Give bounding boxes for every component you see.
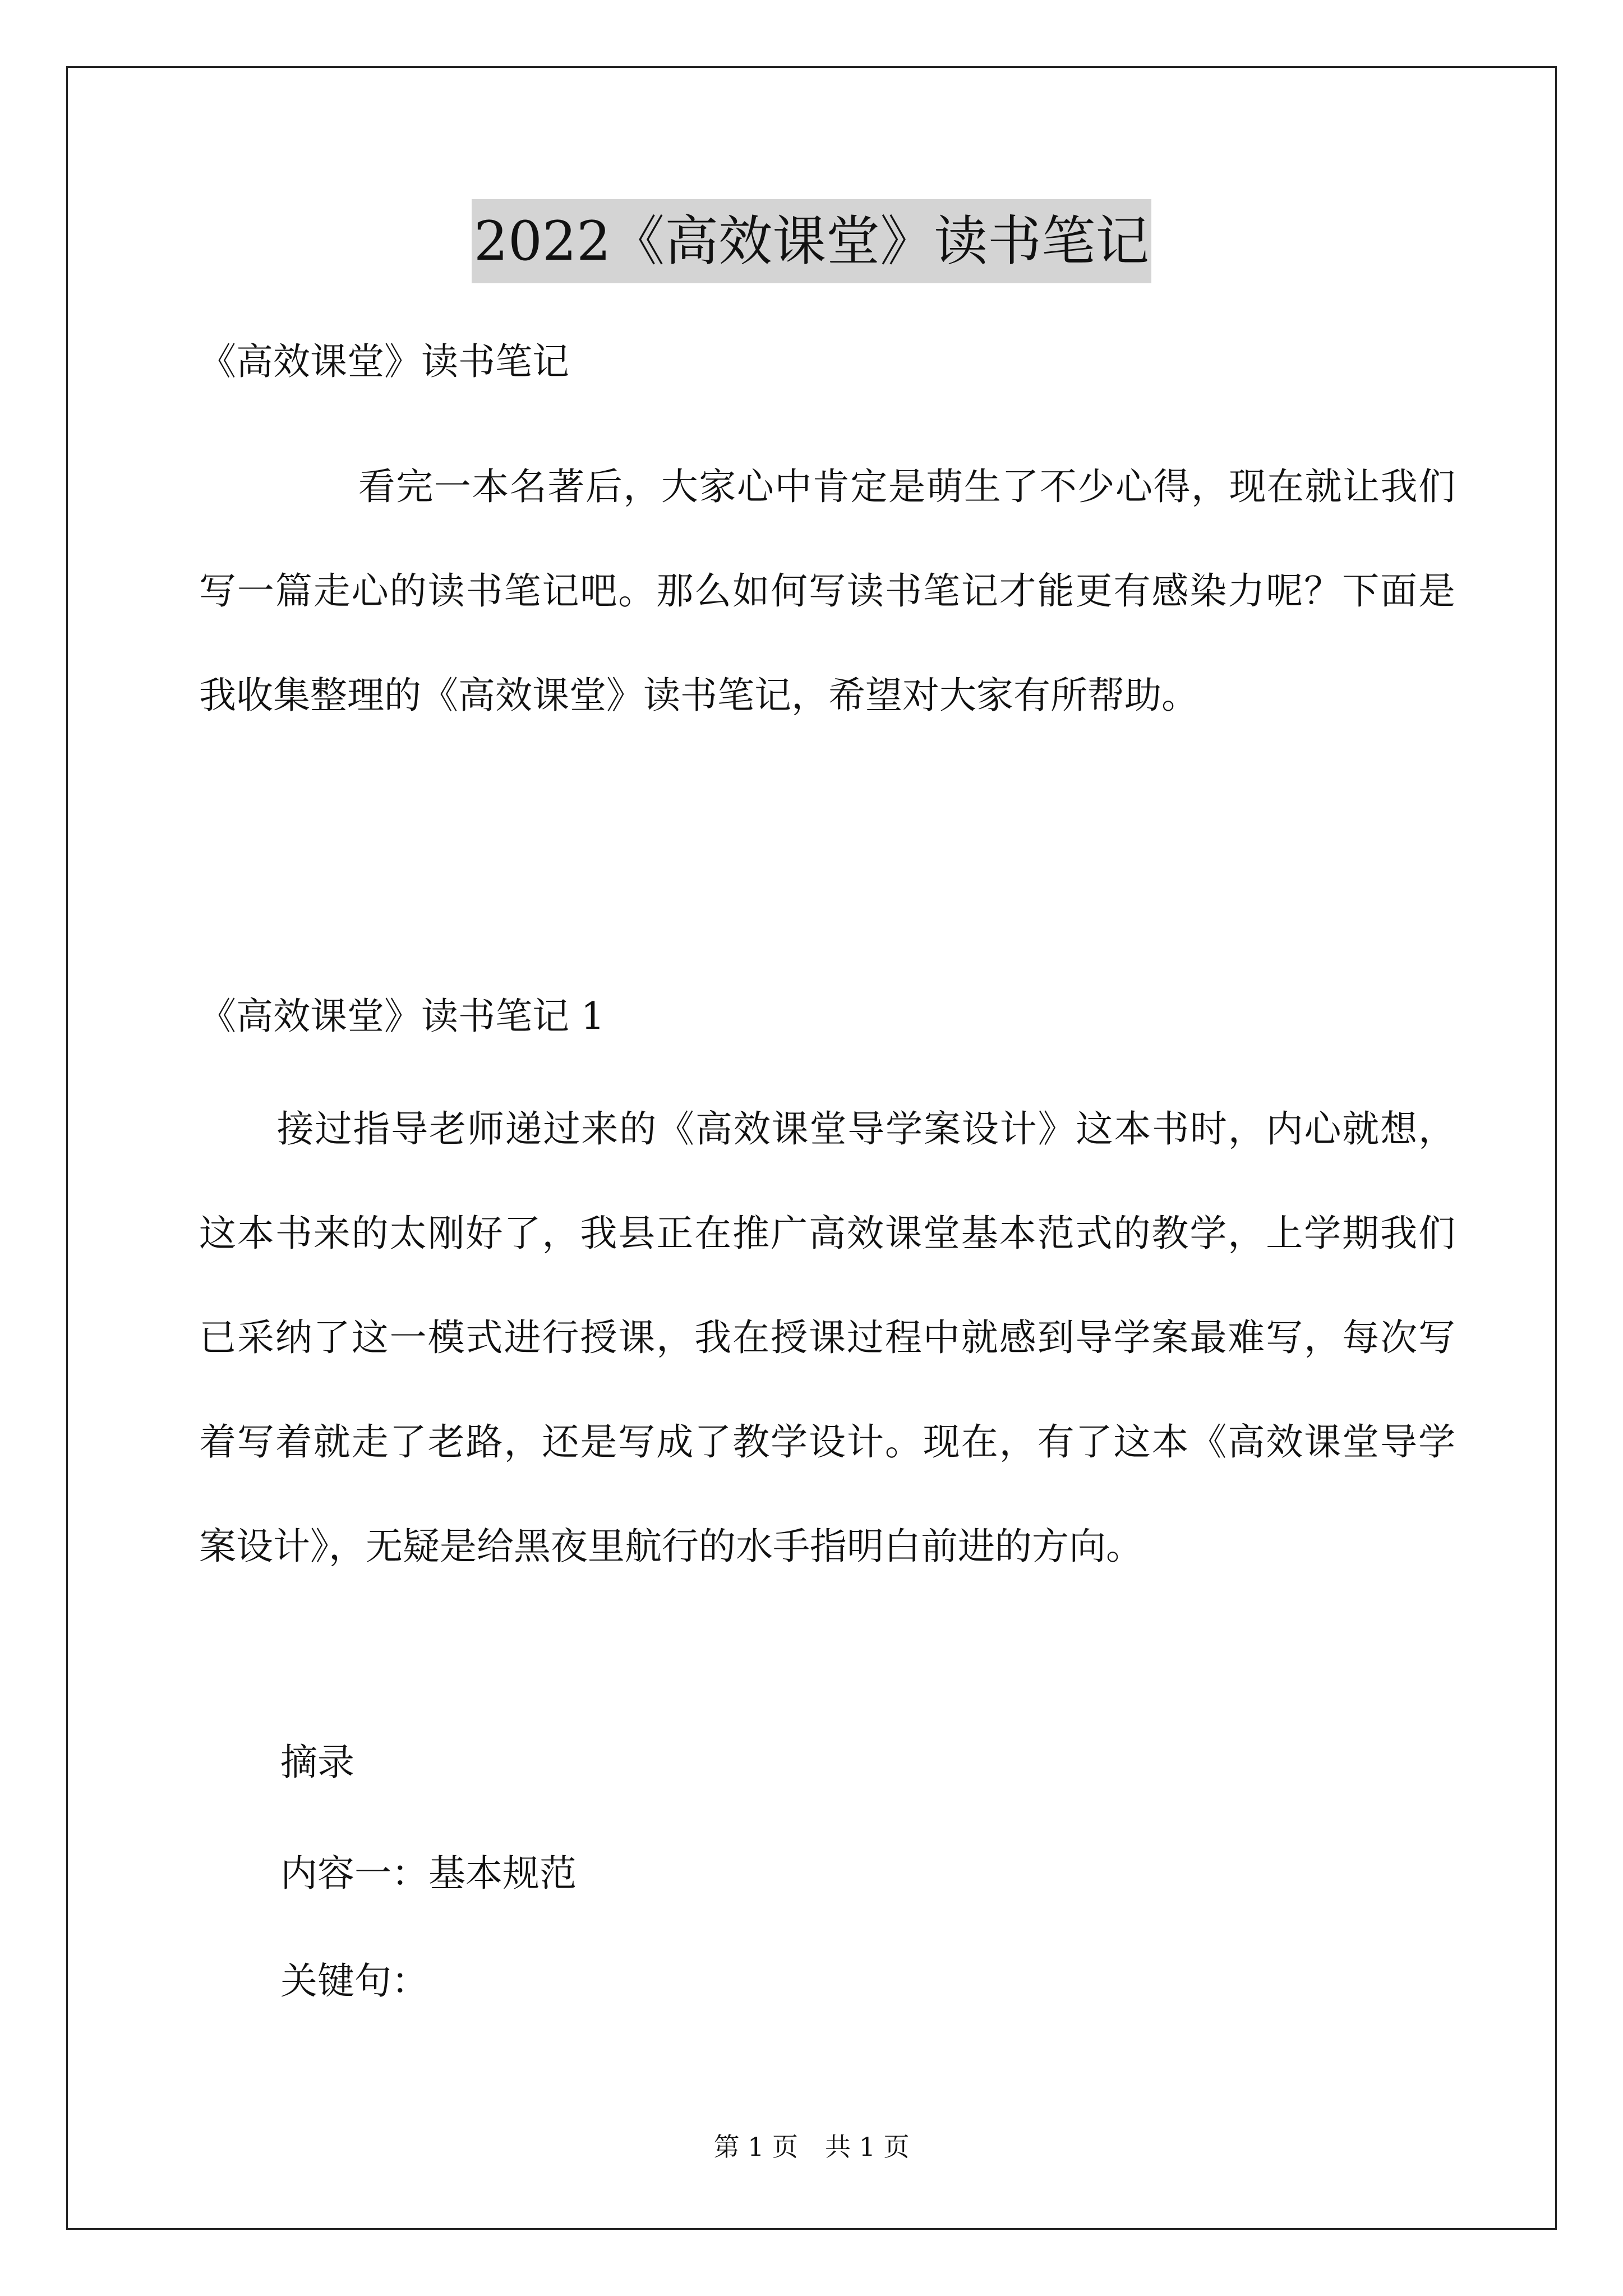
document-subtitle: 《高效课堂》读书笔记	[199, 340, 569, 383]
excerpt-label: 摘录	[280, 1741, 354, 1784]
intro-paragraph: 看完一本名著后，大家心中肯定是萌生了不少心得，现在就让我们写一篇走心的读书笔记吧。那么如何写读书笔记才能更有感染力呢？下面是我收集整理的《高效课堂》读书笔记，希望对大家有所帮助。	[199, 465, 1455, 717]
section-heading-1: 《高效课堂》读书笔记 1	[199, 995, 605, 1038]
page-number: 第 1 页	[713, 2132, 798, 2162]
document-title: 2022《高效课堂》读书笔记	[472, 199, 1151, 283]
section-1-paragraph: 接过指导老师递过来的《高效课堂导学案设计》这本书时，内心就想，这本书来的太刚好了，我县正在推广高效课堂基本范式的教学，上学期我们已采纳了这一模式进行授课，我在授课过程中就感到导学案最难写，每次写着写着就走了老路，还是写成了教学设计。现在，有了这本《高效课堂导学案设计》，无疑是给黑夜里航行的水手指明白前进的方向。	[199, 1107, 1455, 1568]
page-total: 共 1 页	[825, 2132, 910, 2162]
title-container	[0, 199, 1623, 283]
content-one-label: 内容一：基本规范	[280, 1852, 577, 1895]
page-footer	[0, 2130, 1623, 2164]
key-sentence-label: 关键句：	[280, 1959, 428, 2003]
